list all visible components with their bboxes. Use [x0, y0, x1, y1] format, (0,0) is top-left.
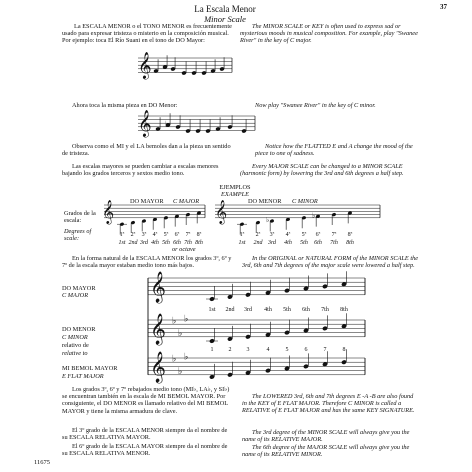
- bottom-en-1: The LOWERED 3rd, 6th and 7th degrees E -A -B are also found in the KEY of E FLAT MAJOR. Therefore C MINOR is called a RELATIVE of E FLAT MAJOR and has the same KEY SIGNATURE.: [242, 393, 415, 415]
- big-row1-degree: 1st: [208, 307, 216, 313]
- example-major-degree: 2ª: [130, 232, 136, 238]
- intro-es-1: La ESCALA MENOR o el TONO MENOR es frecuentemente usado para expresar tristeza o misterio en la composición musical. Por ejemplo: toca El Río Suani en el tono de DO Mayor:: [62, 23, 232, 45]
- example-minor-degree-en: 4th: [284, 240, 292, 246]
- intro-es-3: Observa como el MI y el LA bemoles dan a la pieza un sentido de tristeza.: [62, 143, 231, 158]
- swanee-major-clef: 𝄞: [138, 53, 152, 80]
- example-minor-degree: 3ª: [269, 232, 275, 238]
- example-minor-en: C MINOR: [292, 198, 318, 205]
- intro-en-3: Notice how the FLATTED E and A change the mood of the piece to one of sadness.: [255, 143, 413, 158]
- example-major-degree: 5ª: [163, 232, 169, 238]
- intro-en-2: Now play "Swanee River" in the key of C minor.: [255, 102, 376, 109]
- row2-label-en: C MINOR: [62, 334, 88, 341]
- example-major-degree: 7ª: [185, 232, 191, 238]
- natural-form-es: En la forma natural de la ESCALA MENOR los grados 3º, 6º y 7º de la escala mayor estaban medio tono más bajos.: [62, 255, 232, 270]
- key-signature-flat: ♭: [184, 313, 189, 325]
- example-minor-degree-en: 6th: [314, 240, 322, 246]
- example-major-es: DO MAYOR: [130, 198, 164, 205]
- key-signature-flat: ♭: [184, 351, 189, 363]
- example-minor-clef: 𝄞: [215, 199, 228, 224]
- big-staff-clef-2: 𝄞: [150, 313, 166, 345]
- intro-en-1: The MINOR SCALE or KEY is often used to express sad or mysterious moods in musical composition. For example, play "Swanee River" in the key of C major.: [240, 23, 418, 45]
- example-major-degree-en: 6th: [173, 240, 181, 246]
- row2-relative-en: relative to: [62, 350, 88, 357]
- example-minor-degree-en: 5th: [300, 240, 308, 246]
- example-major-degree: 6ª: [174, 232, 180, 238]
- example-major-degree: 4ª: [152, 232, 158, 238]
- big-row2-degree: 1: [210, 347, 214, 353]
- big-row1-degree: 8th: [340, 307, 348, 313]
- octave-note-en: or octave: [172, 246, 196, 253]
- row1-label-en: C MAJOR: [62, 292, 89, 299]
- degrees-label-es: Grados de la escala:: [64, 210, 96, 225]
- example-major-degree-en: 2nd: [128, 240, 138, 246]
- big-row2-degree: 3: [246, 347, 250, 353]
- natural-form-en: In the ORIGINAL or NATURAL FORM of the MINOR SCALE the 3rd, 6th and 7th degrees of the major scale were lowered a half step.: [242, 255, 419, 270]
- example-major-degree-en: 1st: [118, 240, 126, 246]
- example-minor-es: DO MENOR: [248, 198, 282, 205]
- bottom-en-2: The 3rd degree of the MINOR SCALE will always give you the name of its RELATIVE MAJOR.: [242, 429, 410, 444]
- row3-label-en: E FLAT MAJOR: [62, 373, 104, 380]
- example-minor-degree-en: 8th: [346, 240, 354, 246]
- example-minor-degree: 1ª: [239, 232, 245, 238]
- examples-label-en: EXAMPLE: [221, 191, 249, 198]
- big-staff-clef-1: 𝄞: [150, 271, 166, 303]
- example-minor-degree: 7ª: [331, 232, 337, 238]
- key-signature-flat: ♭: [172, 353, 177, 365]
- big-row2-degree: 8: [342, 347, 346, 353]
- example-major-degree: 1ª: [119, 232, 125, 238]
- big-row2-degree: 5: [285, 347, 289, 353]
- big-row1-degree: 7th: [321, 307, 329, 313]
- big-row2-degree: 7: [323, 347, 327, 353]
- example-minor-degree-en: 7th: [330, 240, 338, 246]
- row1-label-es: DO MAYOR: [62, 285, 96, 292]
- example-minor-degree: 6ª: [315, 232, 321, 238]
- big-row1-degree: 3rd: [244, 307, 252, 313]
- row3-label-es: MI BEMOL MAYOR: [62, 365, 118, 372]
- bottom-es-3: El 6º grado de la ESCALA MAYOR siempre da el nombre de su ESCALA RELATIVA MENOR.: [62, 443, 228, 458]
- key-signature-flat: ♭: [172, 315, 177, 327]
- big-row2-degree: 4: [266, 347, 270, 353]
- swanee-minor-flat: ♭: [165, 119, 169, 129]
- swanee-minor-clef: 𝄞: [138, 111, 152, 138]
- bottom-es-2: El 3º grado de la ESCALA MENOR siempre da el nombre de su ESCALA RELATIVA MAYOR.: [62, 427, 228, 442]
- examples-label-es: EJEMPLOS: [219, 184, 251, 191]
- example-major-degree-en: 5th: [162, 240, 170, 246]
- big-row1-degree: 4th: [264, 307, 272, 313]
- example-major-degree-en: 7th: [184, 240, 192, 246]
- key-signature-flat: ♭: [178, 328, 183, 340]
- row2-relative-es: relativo de: [62, 342, 89, 349]
- page-title-spanish: La Escala Menor: [194, 4, 256, 14]
- catalog-number: 11675: [34, 459, 51, 466]
- example-minor-degree: 2ª: [255, 232, 261, 238]
- example-minor-degree: 5ª: [301, 232, 307, 238]
- example-major-en: C MAJOR: [173, 198, 200, 205]
- big-row1-degree: 6th: [302, 307, 310, 313]
- example-minor-degree-en: 2nd: [253, 240, 263, 246]
- example-minor-flat-e: ♭: [266, 215, 270, 225]
- example-minor-degree: 8ª: [347, 232, 353, 238]
- example-major-degree: 8ª: [196, 232, 202, 238]
- bottom-es-1: Los grados 3º, 6º y 7º rebajados medio tono (MI♭, LA♭, y SI♭) se encuentran también en la escala de MI BEMOL MAYOR. Por consiguiente, el DO MENOR es llamado relativo del MI BEMOL MAYOR y tiene la misma armadura de clave.: [62, 386, 230, 415]
- degrees-label-en: Degrees of scale:: [64, 228, 92, 243]
- big-row2-degree: 2: [228, 347, 232, 353]
- example-major-degree-en: 8th: [195, 240, 203, 246]
- example-minor-degree: 4ª: [285, 232, 291, 238]
- row2-label-es: DO MENOR: [62, 326, 96, 333]
- big-row1-degree: 2nd: [225, 307, 235, 313]
- intro-es-4: Las escalas mayores se pueden cambiar a escalas menores bajando los grados terceros y sextos medio tono.: [62, 163, 219, 178]
- big-staff-clef-3: 𝄞: [150, 351, 166, 383]
- example-minor-degree-en: 3rd: [267, 240, 277, 246]
- big-row1-degree: 5th: [283, 307, 291, 313]
- page-title-english: Minor Scale: [204, 14, 246, 24]
- intro-es-2: Ahora toca la misma pieza en DO Menor:: [72, 102, 178, 109]
- example-major-clef: 𝄞: [102, 199, 115, 224]
- bottom-en-3: The 6th degree of the MAJOR SCALE will always give you the name of its RELATIVE MINOR.: [242, 444, 410, 459]
- page-number: 37: [440, 3, 447, 11]
- example-minor-degree-en: 1st: [238, 240, 246, 246]
- example-major-degree-en: 4th: [151, 240, 159, 246]
- example-minor-flat-a: ♭: [312, 210, 316, 220]
- intro-en-4: Every MAJOR SCALE can be changed to a MINOR SCALE (harmonic form) by lowering the 3rd and 6th degrees a half step.: [240, 163, 404, 178]
- example-major-degree-en: 3rd: [139, 240, 149, 246]
- key-signature-flat: ♭: [178, 366, 183, 378]
- example-major-degree: 3ª: [141, 232, 147, 238]
- big-row2-degree: 6: [304, 347, 308, 353]
